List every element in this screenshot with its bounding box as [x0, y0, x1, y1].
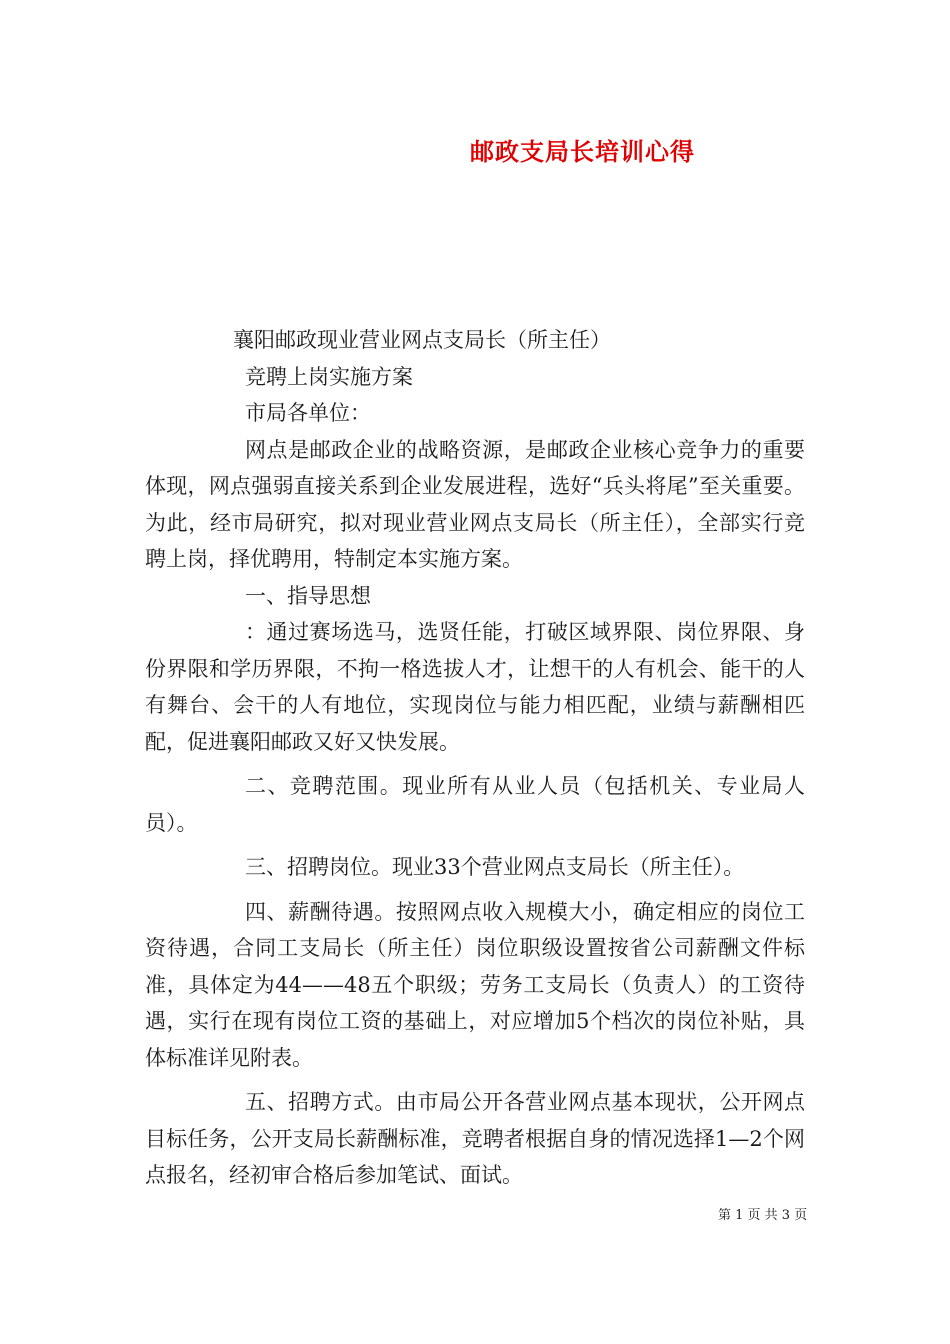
- document-title: 邮政支局长培训心得: [470, 137, 695, 166]
- document-body: [145, 322, 805, 1194]
- heading-line-1: 襄阳邮政现业营业网点支局长（所主任）: [233, 328, 611, 352]
- section-heading-guiding-ideology: 一、指导思想: [245, 583, 371, 608]
- salutation: 市局各单位：: [245, 401, 371, 425]
- page-footer: 第 1 页 共 3 页: [718, 1208, 808, 1223]
- paragraph-guiding-ideology: ：通过赛场选马，选贤任能，打破区域界限、岗位界限、身份界限和学历界限，不拘一格选拔人才，让想干的人有机会、能干的人有舞台、会干的人有地位，实现岗位与能力相匹配，业绩与薪酬相匹配，促进襄阳邮政又好又快发展。: [145, 620, 805, 754]
- paragraph-positions: 三、招聘岗位。现业33个营业网点支局长（所主任）。: [245, 855, 745, 879]
- paragraph-scope: 二、竞聘范围。现业所有从业人员（包括机关、专业局人员）。: [145, 774, 805, 835]
- paragraph-salary: 四、薪酬待遇。按照网点收入规模大小，确定相应的岗位工资待遇，合同工支局长（所主任）岗位职级设置按省公司薪酬文件标准，具体定为44——48五个职级；劳务工支局长（负责人）的工资待遇，实行在现有岗位工资的基础上，对应增加5个档次的岗位补贴，具体标准详见附表。: [145, 899, 805, 1070]
- paragraph-intro: 网点是邮政企业的战略资源，是邮政企业核心竞争力的重要体现，网点强弱直接关系到企业发展进程，选好“兵头将尾”至关重要。为此，经市局研究，拟对现业营业网点支局长（所主任），全部实行竞聘上岗，择优聘用，特制定本实施方案。: [145, 437, 805, 571]
- paragraph-recruitment-method: 五、招聘方式。由市局公开各营业网点基本现状，公开网点目标任务，公开支局长薪酬标准，竞聘者根据自身的情况选择1—2个网点报名，经初审合格后参加笔试、面试。: [145, 1090, 805, 1187]
- heading-line-2: 竞聘上岗实施方案: [245, 364, 413, 389]
